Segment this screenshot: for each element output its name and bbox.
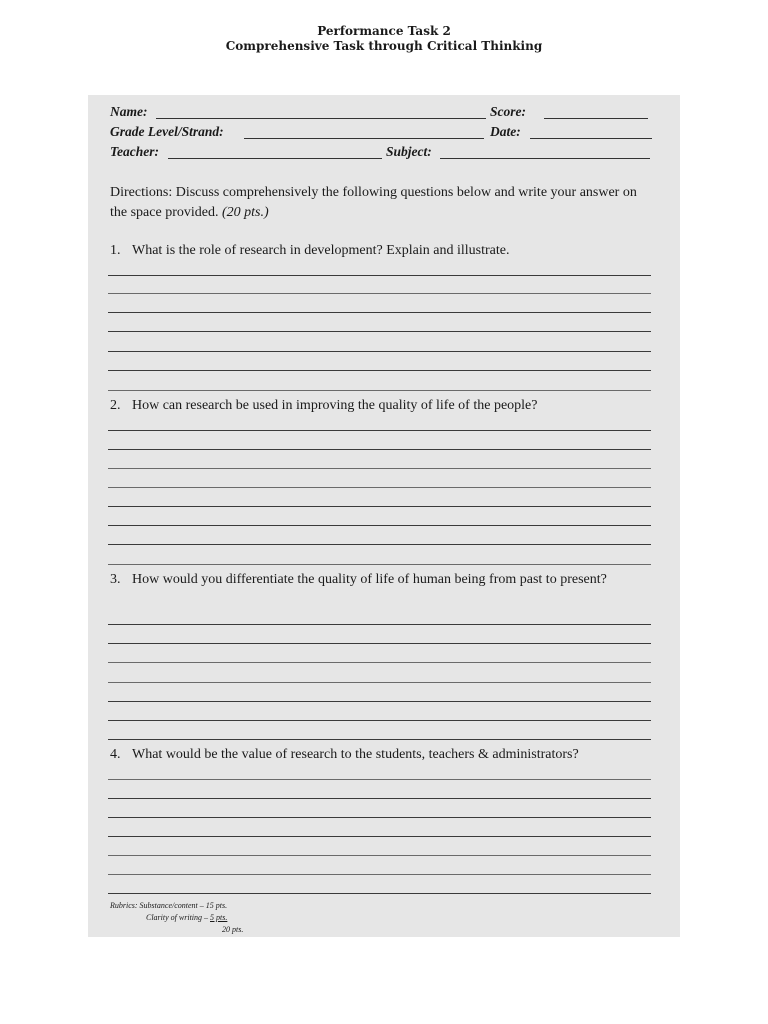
rubrics-clarity xyxy=(110,912,410,924)
question-3 xyxy=(110,570,650,590)
subject-field[interactable] xyxy=(440,145,650,159)
answer-line[interactable] xyxy=(108,351,651,352)
rubrics-clarity-label: Clarity of writing – xyxy=(146,913,209,922)
answer-line[interactable] xyxy=(108,624,651,625)
answer-line[interactable] xyxy=(108,662,651,663)
score-field[interactable] xyxy=(544,105,648,119)
question-number: 4. xyxy=(110,747,121,762)
answer-line[interactable] xyxy=(108,370,651,371)
question-text: How would you differentiate the quality of life of human being from past to present? xyxy=(132,572,607,587)
rubrics-total: 20 pts. xyxy=(222,925,244,934)
question-2 xyxy=(110,396,650,416)
rubrics-clarity-points: 5 pts. xyxy=(210,913,228,922)
name-field[interactable] xyxy=(156,105,486,119)
question-number: 2. xyxy=(110,398,121,413)
answer-line[interactable] xyxy=(108,817,651,818)
question-4 xyxy=(110,745,650,765)
answer-line[interactable] xyxy=(108,449,651,450)
subject-label: Subject: xyxy=(386,144,432,159)
grade-label: Grade Level/Strand: xyxy=(110,124,224,139)
rubrics xyxy=(110,900,410,936)
answer-line[interactable] xyxy=(108,682,651,683)
answer-line[interactable] xyxy=(108,643,651,644)
task-title: Performance Task 2 xyxy=(317,24,451,38)
answer-line[interactable] xyxy=(108,874,651,875)
question-text: How can research be used in improving the quality of life of the people? xyxy=(132,398,538,413)
teacher-field[interactable] xyxy=(168,145,382,159)
worksheet xyxy=(88,95,680,937)
answer-line[interactable] xyxy=(108,293,651,294)
question-text: What would be the value of research to the students, teachers & administrators? xyxy=(132,747,579,762)
answer-line[interactable] xyxy=(108,564,651,565)
question-1 xyxy=(110,241,650,261)
answer-line[interactable] xyxy=(108,739,651,740)
grade-field[interactable] xyxy=(244,125,484,139)
answer-line[interactable] xyxy=(108,506,651,507)
answer-line[interactable] xyxy=(108,430,651,431)
directions xyxy=(110,183,650,223)
question-number: 3. xyxy=(110,572,121,587)
answer-line[interactable] xyxy=(108,390,651,391)
score-label: Score: xyxy=(490,104,526,119)
answer-line[interactable] xyxy=(108,275,651,276)
question-text: What is the role of research in development? Explain and illustrate. xyxy=(132,243,510,258)
answer-line[interactable] xyxy=(108,312,651,313)
rubrics-content: Rubrics: Substance/content – 15 pts. xyxy=(110,901,228,910)
answer-line[interactable] xyxy=(108,779,651,780)
directions-points: (20 pts.) xyxy=(221,205,269,220)
answer-line[interactable] xyxy=(108,468,651,469)
answer-line[interactable] xyxy=(108,836,651,837)
answer-line[interactable] xyxy=(108,798,651,799)
answer-line[interactable] xyxy=(108,701,651,702)
teacher-label: Teacher: xyxy=(110,144,159,159)
answer-line[interactable] xyxy=(108,525,651,526)
answer-line[interactable] xyxy=(108,487,651,488)
date-label: Date: xyxy=(490,124,521,139)
answer-line[interactable] xyxy=(108,893,651,894)
answer-line[interactable] xyxy=(108,720,651,721)
question-number: 1. xyxy=(110,243,121,258)
page-header xyxy=(0,24,768,54)
task-subtitle: Comprehensive Task through Critical Thinking xyxy=(225,39,543,53)
answer-line[interactable] xyxy=(108,331,651,332)
answer-line[interactable] xyxy=(108,855,651,856)
date-field[interactable] xyxy=(530,125,652,139)
answer-line[interactable] xyxy=(108,544,651,545)
name-label: Name: xyxy=(110,104,148,119)
directions-text: Directions: Discuss comprehensively the following questions below and write your answer on the space provided. xyxy=(110,185,637,220)
